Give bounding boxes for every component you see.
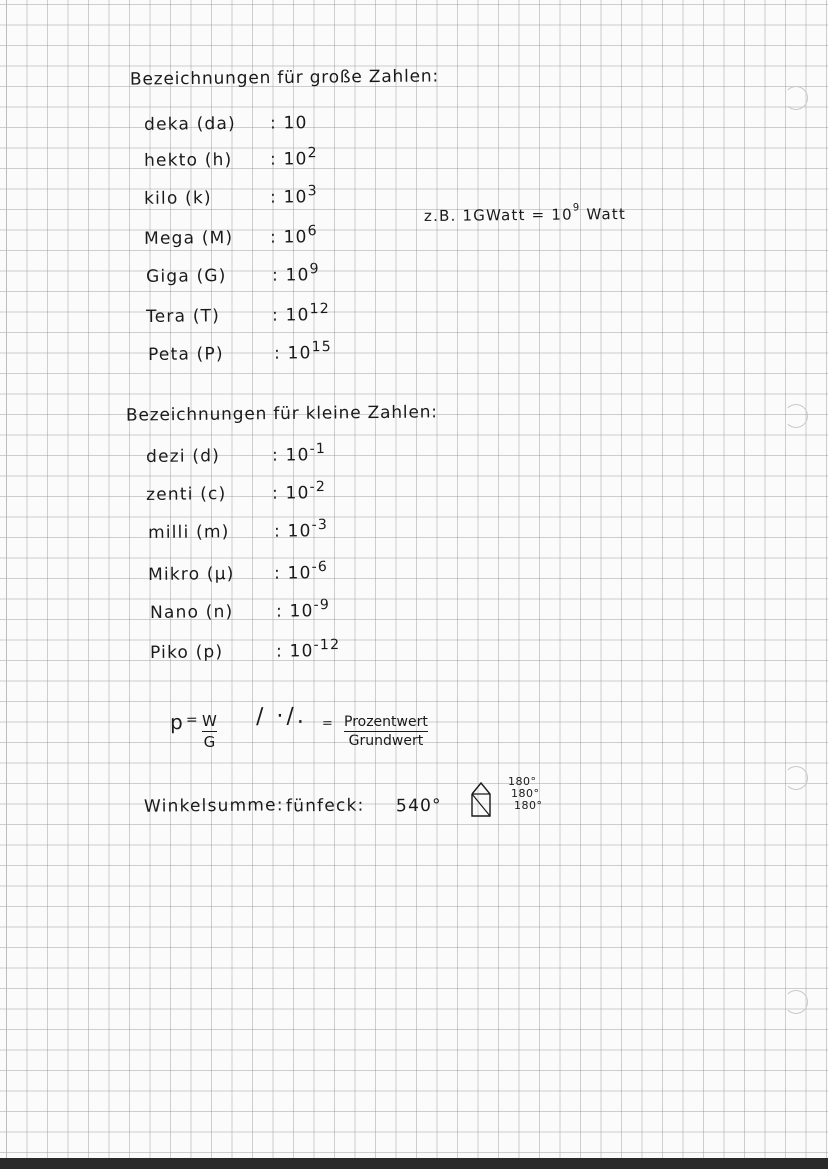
watt-example: z.B. 1GWatt = $10^9$ Watt — [423, 202, 627, 226]
fraction-prozentwert-over-grundwert: Prozentwert Grundwert — [344, 714, 428, 749]
angle-sum-value: 540° — [395, 795, 442, 817]
prefix-row: zenti (c) : $10^{-2}$ — [145, 479, 327, 505]
angle-sum-label: Winkelsumme: — [143, 795, 284, 817]
percent-sign: / ·/. — [255, 703, 307, 730]
formula-lhs: p — [169, 709, 185, 735]
formula-equals-2: = — [321, 715, 335, 732]
angle-sum-shape: fünfeck: — [285, 795, 365, 817]
heading-big-numbers: Bezeichnungen für große Zahlen: — [129, 66, 440, 90]
prefix-row: Mikro (µ) : $10^{-6}$ — [147, 559, 329, 585]
fraction-w-over-g: W G — [202, 712, 217, 751]
prefix-row: hekto (h) : $10^2$ — [143, 145, 318, 171]
angle-parts: 180° 180° 180° — [508, 775, 543, 812]
prefix-row: milli (m) : $10^{-3}$ — [147, 517, 329, 543]
prefix-row: Nano (n) : $10^{-9}$ — [149, 597, 331, 623]
fraction-bar — [344, 731, 428, 732]
punch-hole-mark — [784, 766, 808, 790]
prefix-row: Piko (p) : $10^{-12}$ — [149, 637, 341, 663]
punch-hole-mark — [784, 990, 808, 1014]
prefix-row: kilo (k) : $10^3$ — [143, 183, 318, 209]
heading-small-numbers: Bezeichnungen für kleine Zahlen: — [125, 402, 438, 426]
prefix-row: deka (da) : 10 — [143, 112, 308, 135]
prefix-row: Peta (P) : $10^{15}$ — [147, 339, 333, 365]
fraction-bar — [202, 731, 217, 732]
punch-hole-mark — [784, 86, 808, 110]
prefix-row: Tera (T) : $10^{12}$ — [145, 301, 331, 327]
punch-hole-mark — [784, 404, 808, 428]
pentagon-sketch-icon — [468, 780, 494, 820]
prefix-row: dezi (d) : $10^{-1}$ — [145, 441, 327, 467]
formula-equals: = — [185, 711, 200, 729]
prefix-row: Giga (G) : $10^9$ — [145, 261, 320, 287]
prefix-row: Mega (M) : $10^6$ — [143, 223, 318, 249]
page-bottom-edge — [0, 1158, 828, 1169]
margin-line — [6, 0, 7, 1169]
